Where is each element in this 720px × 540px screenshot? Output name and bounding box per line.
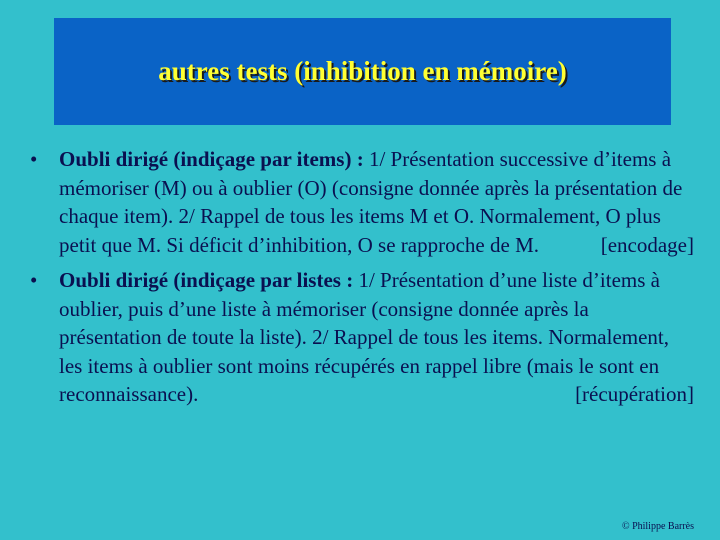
bullet-heading: Oubli dirigé (indiçage par items) :: [59, 147, 364, 171]
bullet-tag: [encodage]: [600, 232, 694, 257]
bullet-marker: •: [30, 268, 38, 292]
title-box: [54, 18, 671, 125]
bullet-tag: [récupération]: [575, 382, 694, 406]
bullet-heading: Oubli dirigé (indiçage par listes :: [59, 268, 354, 292]
bullet-marker: •: [30, 147, 38, 171]
copyright-notice: © Philippe Barrès: [621, 521, 694, 532]
bullet-list: [30, 145, 694, 416]
bullet-item-lists: [30, 266, 694, 409]
bullet-text: 1/ Présentation d’une liste d’items à oublier, puis d’une liste à mémoriser (consigne donnée après la présentation de toute la liste). 2/ Rappel de tous les items. Normalement, les items à oublier sont moins récupérés en rappel libre (mais le sont en reconnaissance).: [59, 268, 670, 406]
slide-title: autres tests (inhibition en mémoire): [158, 56, 567, 86]
bullet-item-items: [30, 145, 694, 259]
bullet-text: 1/ Présentation successive d’items à mémoriser (M) ou à oublier (O) (consigne donnée après la présentation de chaque item). 2/ Rappel de tous les items M et O. Normalement, O plus petit que M. Si déficit d’inhibition, O se rapproche de M.: [59, 147, 683, 257]
